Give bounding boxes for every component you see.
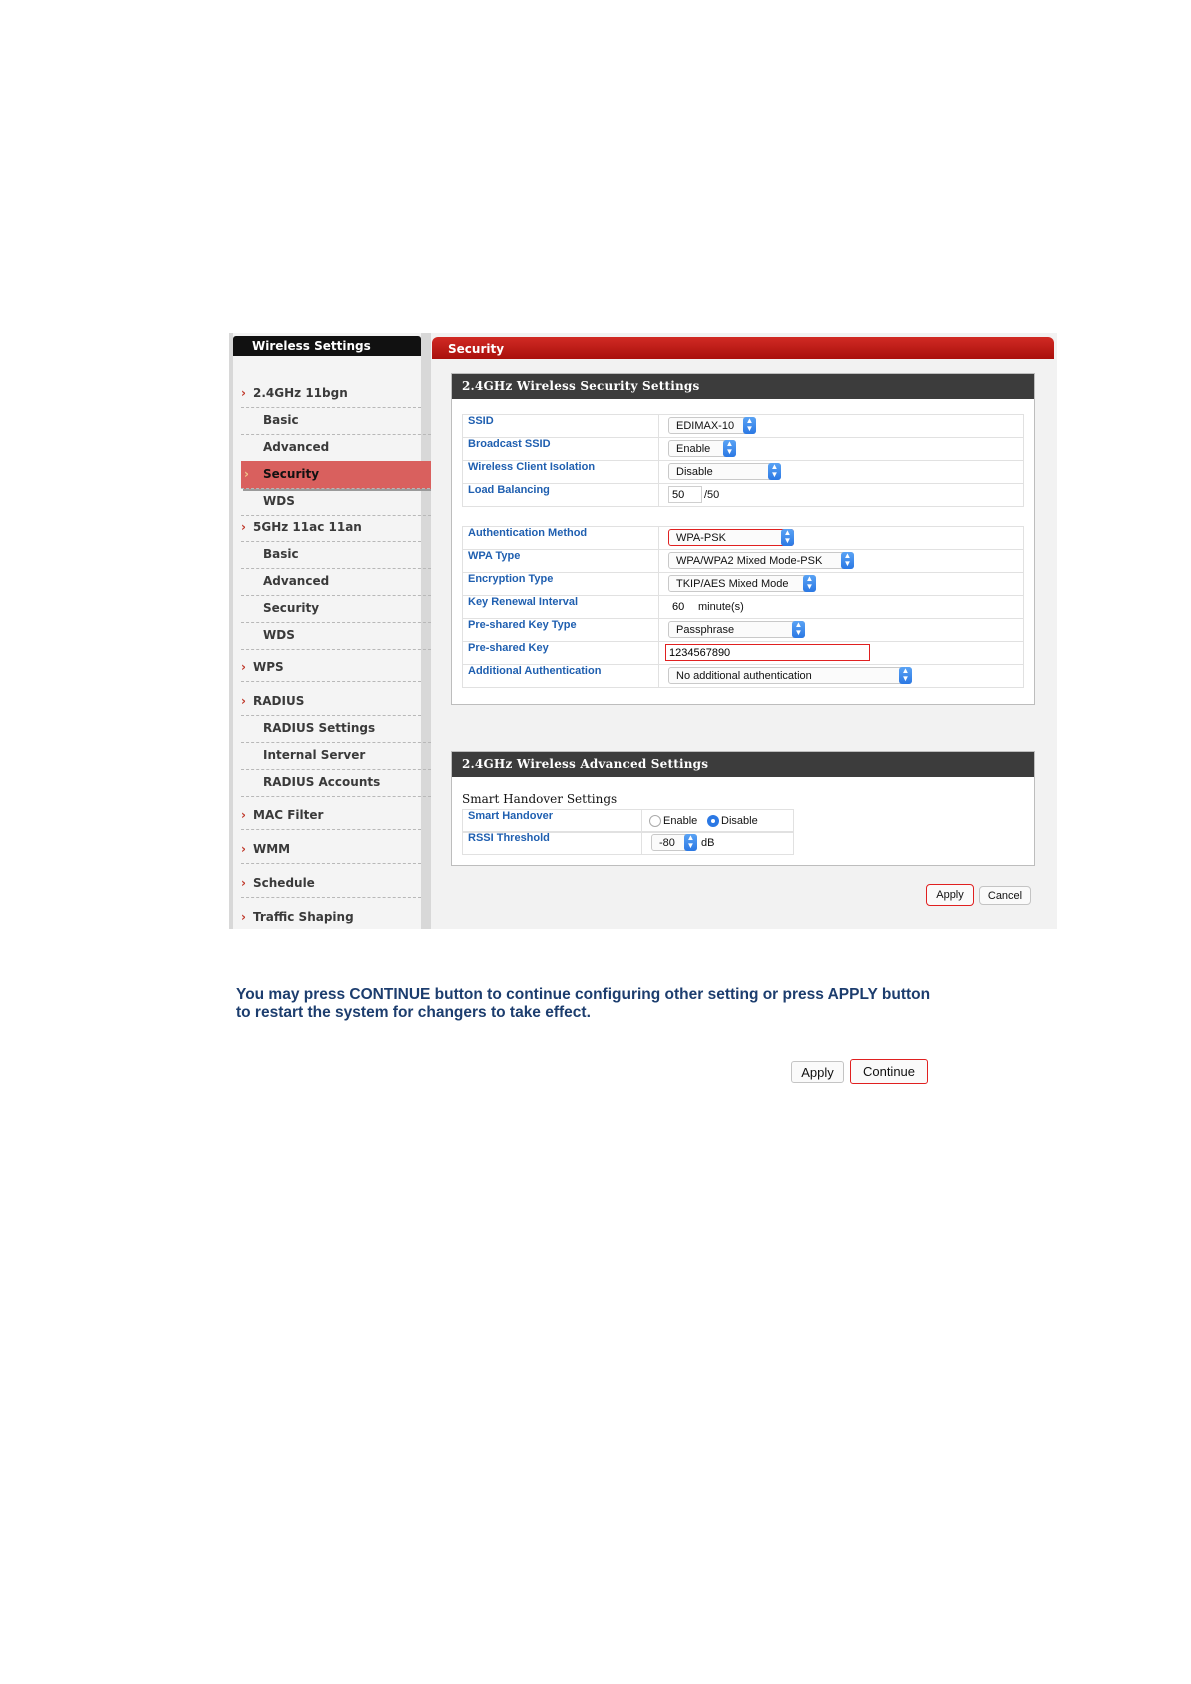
sidebar-item-security[interactable] xyxy=(241,461,435,489)
page-title-tab: Security xyxy=(432,337,1054,359)
sidebar-item-label: Traffic Shaping xyxy=(253,910,354,924)
sidebar-item-wds[interactable] xyxy=(241,488,431,516)
rssi-value: -80 xyxy=(659,837,675,849)
sidebar-item-label: Advanced xyxy=(263,440,330,454)
wpa-type-select[interactable] xyxy=(668,552,854,569)
chevron-updown-icon: ▲ ▼ xyxy=(684,834,697,851)
sidebar-item-advanced[interactable] xyxy=(241,434,431,462)
sidebar-item-security[interactable] xyxy=(241,595,431,623)
sidebar-item-radius-accounts[interactable] xyxy=(241,769,431,797)
sidebar-title: Wireless Settings xyxy=(233,336,421,356)
client-isolation-row xyxy=(462,460,1024,484)
load-balancing-row xyxy=(462,483,1024,507)
sidebar-item-label: WPS xyxy=(253,660,284,674)
sidebar-item-traffic-shaping[interactable] xyxy=(241,904,421,929)
advanced-settings-panel xyxy=(451,751,1035,866)
sidebar-item-wmm[interactable] xyxy=(241,836,421,864)
key-renewal-input[interactable]: 60 xyxy=(668,598,696,615)
encryption-type-value: TKIP/AES Mixed Mode xyxy=(676,578,789,590)
additional-auth-row xyxy=(462,664,1024,688)
chevron-updown-icon: ▲ ▼ xyxy=(781,529,794,546)
broadcast-ssid-row xyxy=(462,437,1024,461)
ssid-value: EDIMAX-10 xyxy=(676,420,735,432)
sidebar-item-mac-filter[interactable] xyxy=(241,802,421,830)
client-isolation-value: Disable xyxy=(676,466,713,478)
sidebar-item-radius-settings[interactable] xyxy=(241,715,431,743)
auth-method-label: Authentication Method xyxy=(463,527,659,549)
rssi-label: RSSI Threshold xyxy=(463,832,642,854)
psk-label: Pre-shared Key xyxy=(463,642,659,664)
smart-handover-row xyxy=(462,809,794,833)
sidebar-item-label: Security xyxy=(263,601,320,615)
smart-handover-heading: Smart Handover Settings xyxy=(462,792,618,806)
smart-handover-label: Smart Handover xyxy=(463,810,642,832)
panel-title: 2.4GHz Wireless Security Settings xyxy=(452,374,1034,399)
sidebar-item-label: RADIUS Accounts xyxy=(263,775,381,789)
sidebar-item-basic[interactable] xyxy=(241,541,431,569)
additional-auth-label: Additional Authentication xyxy=(463,665,659,687)
sidebar-item-label: RADIUS xyxy=(253,694,305,708)
encryption-type-label: Encryption Type xyxy=(463,573,659,595)
sidebar-item-label: Security xyxy=(263,467,320,481)
sidebar-item-label: WDS xyxy=(263,494,295,508)
load-balancing-max: /50 xyxy=(704,489,720,501)
sidebar-item-basic[interactable] xyxy=(241,407,431,435)
psk-row xyxy=(462,641,1024,665)
sidebar-item-label: WMM xyxy=(253,842,291,856)
apply-button[interactable]: Apply xyxy=(926,884,974,906)
key-renewal-label: Key Renewal Interval xyxy=(463,596,659,618)
broadcast-ssid-label: Broadcast SSID xyxy=(463,438,659,460)
key-renewal-row xyxy=(462,595,1024,619)
psk-input[interactable]: 1234567890 xyxy=(665,644,870,661)
chevron-right-icon: › xyxy=(241,842,246,856)
sidebar-item-5ghz-11ac-11an[interactable] xyxy=(241,514,421,542)
smart-handover-disable-label: Disable xyxy=(721,815,758,827)
sidebar-item-label: 5GHz 11ac 11an xyxy=(253,520,362,534)
auth-method-value: WPA-PSK xyxy=(676,532,726,544)
load-balancing-input[interactable]: 50 xyxy=(668,486,702,503)
rssi-row xyxy=(462,831,794,855)
rssi-unit: dB xyxy=(701,837,715,849)
apply-button-bottom[interactable]: Apply xyxy=(791,1061,844,1083)
ssid-label: SSID xyxy=(463,415,659,437)
psk-type-select[interactable] xyxy=(668,621,805,638)
cancel-button[interactable]: Cancel xyxy=(979,886,1031,905)
chevron-updown-icon: ▲ ▼ xyxy=(723,440,736,457)
sidebar-item-label: Basic xyxy=(263,413,299,427)
main-content xyxy=(431,333,1057,929)
sidebar-item-label: MAC Filter xyxy=(253,808,324,822)
additional-auth-select[interactable] xyxy=(668,667,912,684)
ssid-select[interactable] xyxy=(668,417,756,434)
chevron-right-icon: › xyxy=(241,910,246,924)
smart-handover-disable-radio[interactable] xyxy=(707,815,719,827)
router-ui-screenshot xyxy=(229,333,1057,929)
continue-button[interactable]: Continue xyxy=(850,1059,928,1084)
psk-type-value: Passphrase xyxy=(676,624,735,636)
sidebar-item-internal-server[interactable] xyxy=(241,742,431,770)
chevron-updown-icon: ▲ ▼ xyxy=(899,667,912,684)
encryption-type-row xyxy=(462,572,1024,596)
sidebar-item-2-4ghz-11bgn[interactable] xyxy=(241,380,421,408)
wpa-type-label: WPA Type xyxy=(463,550,659,572)
chevron-updown-icon: ▲ ▼ xyxy=(841,552,854,569)
psk-type-label: Pre-shared Key Type xyxy=(463,619,659,641)
panel-title: 2.4GHz Wireless Advanced Settings xyxy=(452,752,1034,777)
sidebar-item-label: Internal Server xyxy=(263,748,366,762)
sidebar-item-label: Advanced xyxy=(263,574,330,588)
rssi-select[interactable] xyxy=(651,834,697,851)
restart-message: You may press CONTINUE button to continue configuring other setting or press APPLY button to restart the system for changers to take effect. xyxy=(236,986,931,1021)
additional-auth-value: No additional authentication xyxy=(676,670,812,682)
sidebar-item-wds[interactable] xyxy=(241,622,431,650)
chevron-right-icon: › xyxy=(241,808,246,822)
key-renewal-unit: minute(s) xyxy=(698,601,744,613)
broadcast-ssid-value: Enable xyxy=(676,443,711,455)
chevron-updown-icon: ▲ ▼ xyxy=(743,417,756,434)
broadcast-ssid-select[interactable] xyxy=(668,440,736,457)
wpa-type-value: WPA/WPA2 Mixed Mode-PSK xyxy=(676,555,823,567)
sidebar-item-radius[interactable] xyxy=(241,688,421,716)
client-isolation-select[interactable] xyxy=(668,463,781,480)
chevron-right-icon: › xyxy=(241,660,246,674)
sidebar xyxy=(233,333,421,929)
load-balancing-label: Load Balancing xyxy=(463,484,659,506)
encryption-type-select[interactable] xyxy=(668,575,816,592)
wpa-type-row xyxy=(462,549,1024,573)
chevron-right-icon: › xyxy=(241,386,246,400)
chevron-updown-icon: ▲ ▼ xyxy=(803,575,816,592)
sidebar-item-label: WDS xyxy=(263,628,295,642)
security-settings-panel xyxy=(451,373,1035,705)
ssid-row xyxy=(462,414,1024,438)
psk-type-row xyxy=(462,618,1024,642)
chevron-updown-icon: ▲ ▼ xyxy=(792,621,805,638)
sidebar-item-advanced[interactable] xyxy=(241,568,431,596)
client-isolation-label: Wireless Client Isolation xyxy=(463,461,659,483)
sidebar-item-label: RADIUS Settings xyxy=(263,721,376,735)
sidebar-item-label: 2.4GHz 11bgn xyxy=(253,386,348,400)
smart-handover-enable-label: Enable xyxy=(663,815,698,827)
sidebar-item-wps[interactable] xyxy=(241,654,421,682)
chevron-updown-icon: ▲ ▼ xyxy=(768,463,781,480)
chevron-right-icon: › xyxy=(241,876,246,890)
chevron-right-icon: › xyxy=(241,694,246,708)
sidebar-item-label: Basic xyxy=(263,547,299,561)
smart-handover-enable-radio[interactable] xyxy=(649,815,661,827)
auth-method-select[interactable] xyxy=(668,529,794,546)
chevron-right-icon: › xyxy=(241,520,246,534)
auth-method-row xyxy=(462,526,1024,550)
sidebar-item-label: Schedule xyxy=(253,876,315,890)
chevron-right-icon: › xyxy=(244,467,249,481)
sidebar-item-schedule[interactable] xyxy=(241,870,421,898)
